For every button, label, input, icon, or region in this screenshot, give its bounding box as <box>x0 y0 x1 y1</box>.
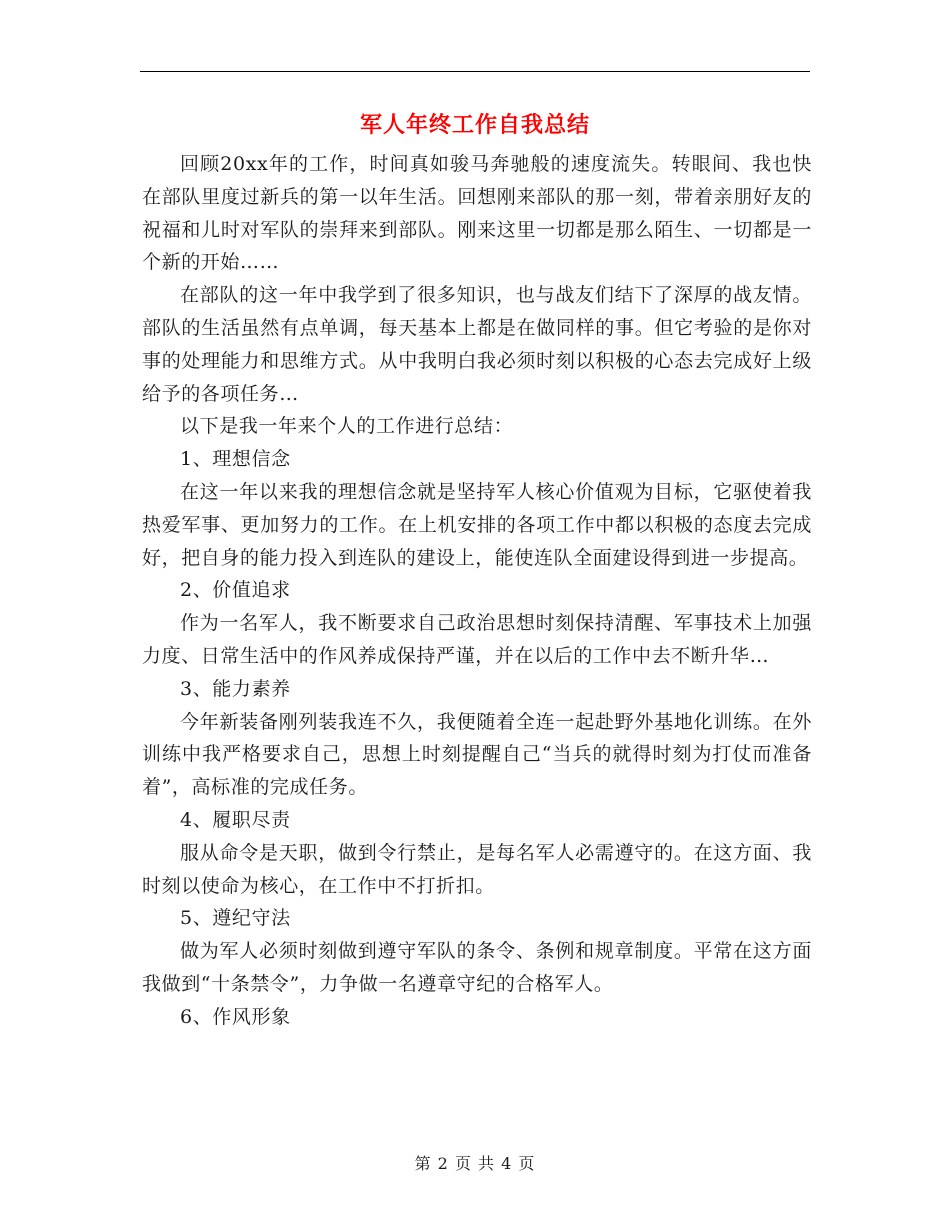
section-heading-discipline: 5、遵纪守法 <box>180 907 291 930</box>
header-rule <box>140 71 810 72</box>
section-heading-conduct: 6、作风形象 <box>180 1005 291 1028</box>
page-footer: 第 2 页 共 4 页 <box>414 1154 536 1173</box>
paragraph-intro-1: 回顾20xx年的工作，时间真如骏马奔驰般的速度流失。转眼间、我也快在部队里度过新兵的第一以年生活。回想刚来部队的那一刻，带着亲朋好友的祝福和儿时对军队的崇拜来到部队。刚来这里一切都是那么陌生、一切都是一个新的开始…… <box>142 153 812 274</box>
paragraph-ability: 今年新装备刚列装我连不久，我便随着全连一起赴野外基地化训练。在外训练中我严格要求自己，思想上时刻提醒自己“当兵的就得时刻为打仗而准备着”，高标准的完成任务。 <box>142 710 812 799</box>
section-heading-values: 2、价值追求 <box>180 579 291 602</box>
paragraph-values: 作为一名军人，我不断要求自己政治思想时刻保持清醒、军事技术上加强力度、日常生活中的作风养成保持严谨，并在以后的工作中去不断升华… <box>142 612 812 667</box>
paragraph-summary-lead: 以下是我一年来个人的工作进行总结： <box>180 415 514 438</box>
section-heading-ideals: 1、理想信念 <box>180 448 291 471</box>
paragraph-discipline: 做为军人必须时刻做到遵守军队的条令、条例和规章制度。平常在这方面我做到“十条禁令”，力争做一名遵章守纪的合格军人。 <box>142 940 812 995</box>
document-title: 军人年终工作自我总结 <box>359 113 590 138</box>
paragraph-duty: 服从命令是天职，做到令行禁止，是每名军人必需遵守的。在这方面、我时刻以使命为核心，在工作中不打折扣。 <box>142 841 812 897</box>
section-heading-duty: 4、履职尽责 <box>180 808 291 831</box>
paragraph-ideals: 在这一年以来我的理想信念就是坚持军人核心价值观为目标，它驱使着我热爱军事、更加努力的工作。在上机安排的各项工作中都以积极的态度去完成好，把自身的能力投入到连队的建设上，能使连队全面建设得到进一步提高。 <box>142 480 812 569</box>
section-heading-ability: 3、能力素养 <box>180 677 291 700</box>
document-body <box>142 148 812 1034</box>
paragraph-intro-2: 在部队的这一年中我学到了很多知识，也与战友们结下了深厚的战友情。部队的生活虽然有点单调，每天基本上都是在做同样的事。但它考验的是你对事的处理能力和思维方式。从中我明白我必须时刻以积极的心态去完成好上级给予的各项任务… <box>142 284 812 405</box>
